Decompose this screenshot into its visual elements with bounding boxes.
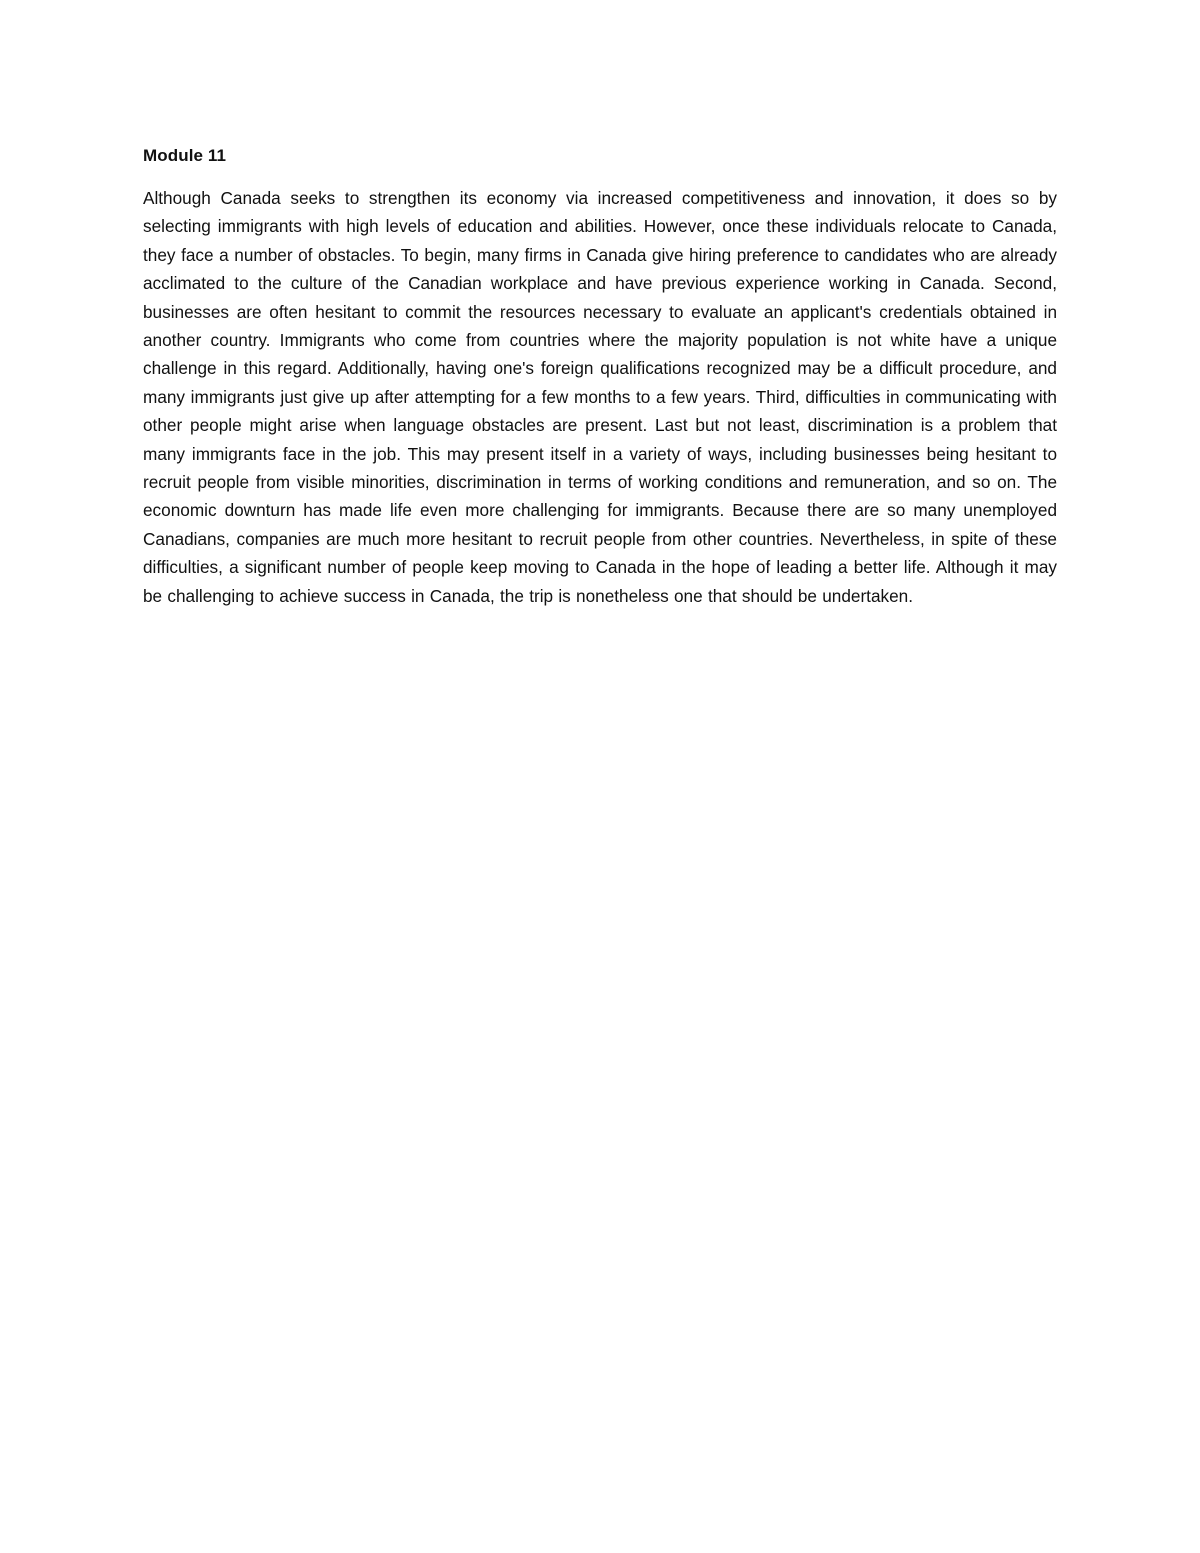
document-content — [143, 143, 1057, 610]
document-heading: Module 11 — [143, 146, 227, 165]
body-paragraph: Although Canada seeks to strengthen its economy via increased competitiveness and innovation, it does so by selecting immigrants with high levels of education and abilities. However, once these individuals relocate to Canada, they face a number of obstacles. To begin, many firms in Canada give hiring preference to candidates who are already acclimated to the culture of the Canadian workplace and have previous experience working in Canada. Second, businesses are often hesitant to commit the resources necessary to evaluate an applicant's credentials obtained in another country. Immigrants who come from countries where the majority population is not white have a unique challenge in this regard. Additionally, having one's foreign qualifications recognized may be a difficult procedure, and many immigrants just give up after attempting for a few months to a few years. Third, difficulties in communicating with other people might arise when language obstacles are present. Last but not least, discrimination is a problem that many immigrants face in the job. This may present itself in a variety of ways, including businesses being hesitant to recruit people from visible minorities, discrimination in terms of working conditions and remuneration, and so on. The economic downturn has made life even more challenging for immigrants. Because there are so many unemployed Canadians, companies are much more hesitant to recruit people from other countries. Nevertheless, in spite of these difficulties, a significant number of people keep moving to Canada in the hope of leading a better life. Although it may be challenging to achieve success in Canada, the trip is nonetheless one that should be undertaken. — [143, 188, 1057, 606]
